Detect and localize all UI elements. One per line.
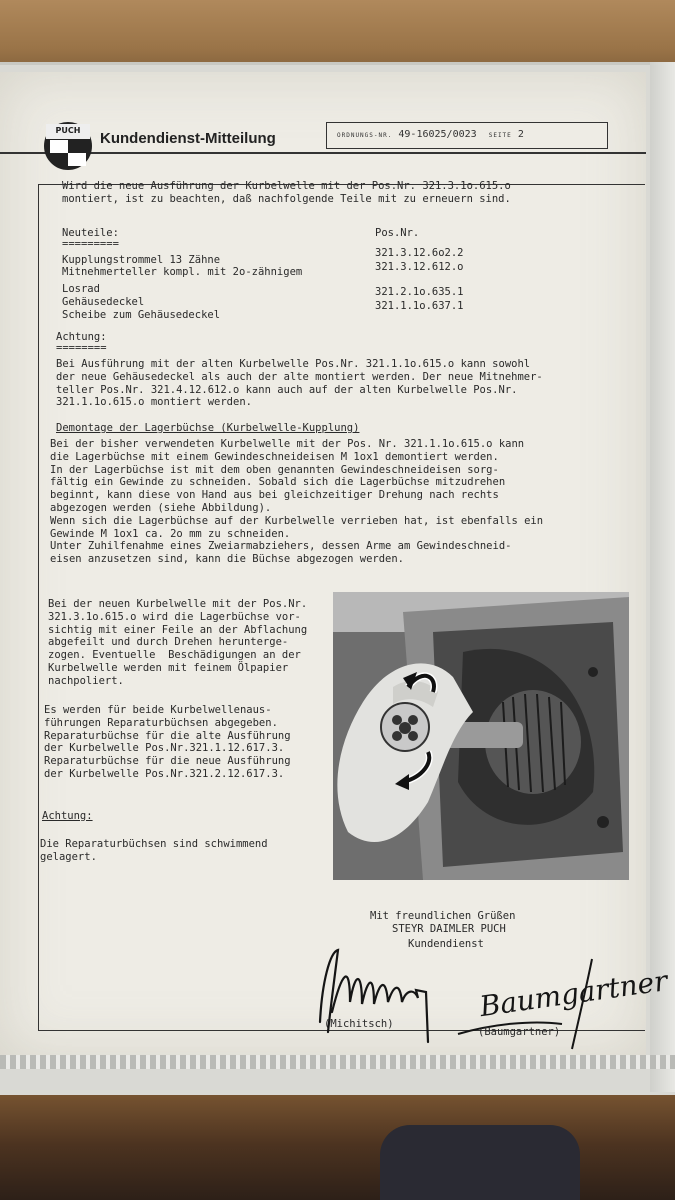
closing-dept: Kundendienst <box>408 938 484 950</box>
svg-text:Baumgartner: Baumgartner <box>477 964 670 1024</box>
part-posnr-4: 321.2.1o.635.1 <box>375 286 464 298</box>
illustration-photo <box>333 592 629 880</box>
puch-logo: PUCH <box>44 122 92 170</box>
signer2-name: (Baumgartner) <box>478 1026 561 1038</box>
reparatur-text: Es werden für beide Kurbelwellenaus- führungen Reparaturbüchsen abgegeben. Reparaturbüchse für die alte Ausführung der Kurbelwelle Pos.Nr.321.1.12.617.3. Reparaturbüchse für die neue Ausführung der Kurbelwelle Pos.Nr.321.2.12.617.3. <box>44 704 291 780</box>
signature-baumgartner <box>452 954 670 1054</box>
closing-company: STEYR DAIMLER PUCH <box>392 923 506 935</box>
floor-shadow <box>380 1125 580 1200</box>
part-name-5: Scheibe zum Gehäusedeckel <box>62 309 221 321</box>
parts-heading-rule: ========= <box>62 238 119 250</box>
part-name-2: Mitnehmerteller kompl. mit 2o-zähnigem <box>62 266 303 278</box>
part-posnr-2: 321.3.12.612.o <box>375 261 464 273</box>
header-rule <box>0 152 646 154</box>
document-title: Kundendienst-Mitteilung <box>100 130 276 147</box>
photo-graphic <box>333 592 629 880</box>
signature-michitsch <box>310 942 440 1052</box>
order-number-box <box>326 122 608 149</box>
intro-text: Wird die neue Ausführung der Kurbelwelle mit der Pos.Nr. 321.3.1o.615.o montiert, ist zu beachten, daß nachfolgende Teile mit zu erneuern sind. <box>62 180 511 205</box>
part-posnr-5: 321.1.1o.637.1 <box>375 300 464 312</box>
part-posnr-1: 321.3.12.6o2.2 <box>375 247 464 259</box>
neue-kurbelwelle-text: Bei der neuen Kurbelwelle mit der Pos.Nr. 321.3.1o.615.o wird die Lagerbüchse vor- sichtig mit einer Feile an der Abflachung abgefeilt und durch Drehen herunterge- zogen. Eventuelle Beschädigungen an der Kurbelwelle werden mit feinem Ölpapier nachpoliert. <box>48 598 308 687</box>
achtung-rule: ======== <box>56 342 107 354</box>
sleeve-binding <box>0 1055 675 1069</box>
sleeve-edge <box>650 62 675 1092</box>
part-name-1: Kupplungstrommel 13 Zähne <box>62 254 221 266</box>
parts-heading: Neuteile: <box>62 227 119 239</box>
order-number: ORDNUNGS-NR. 49-16025/0023 SEITE 2 <box>337 129 524 140</box>
achtung2-heading: Achtung: <box>42 810 93 822</box>
document-page <box>0 72 670 1057</box>
posnr-heading: Pos.Nr. <box>375 227 420 239</box>
achtung2-text: Die Reparaturbüchsen sind schwimmend gelagert. <box>40 838 268 863</box>
demontage-text: Bei der bisher verwendeten Kurbelwelle mit der Pos. Nr. 321.1.1o.615.o kann die Lagerbüchse mit einem Gewindeschneideisen M 1ox1 demontiert werden. In der Lagerbüchse ist mit dem oben genannten Gewindeschneideisen sorg- fältig ein Gewinde zu schneiden. Sobald sich die Lagerbüchse mitzudrehen beginnt, kann diese von Hand aus bei gleichzeitiger Drehung nach rechts abgezogen werden (siehe Abbildung). Wenn sich die Lagerbüchse auf der Kurbelwelle verrieben hat, ist ebenfalls ein Gewinde M 1ox1 ca. 2o mm zu schneiden. Unter Zuhilfenahme eines Zweiarmabziehers, dessen Arme am Gewindeschneid- eisen anzusetzen sind, kann die Büchse abgezogen werden. <box>50 438 544 566</box>
signer1-name: (Michitsch) <box>324 1018 394 1030</box>
part-name-4: Gehäusedeckel <box>62 296 145 308</box>
part-name-3: Losrad <box>62 283 100 295</box>
achtung-heading: Achtung: <box>56 331 107 343</box>
closing-greeting: Mit freundlichen Grüßen <box>370 910 516 922</box>
demontage-heading: Demontage der Lagerbüchse (Kurbelwelle-Kupplung) <box>56 422 360 434</box>
achtung-text: Bei Ausführung mit der alten Kurbelwelle Pos.Nr. 321.1.1o.615.o kann sowohl der neue Gehäusedeckel als auch der alte montiert werden. Der neue Mitnehmer- teller Pos.Nr. 321.4.12.612.o kann auch auf der alten Kurbelwelle Pos.Nr. 321.1.1o.615.o montiert werden. <box>56 358 543 409</box>
